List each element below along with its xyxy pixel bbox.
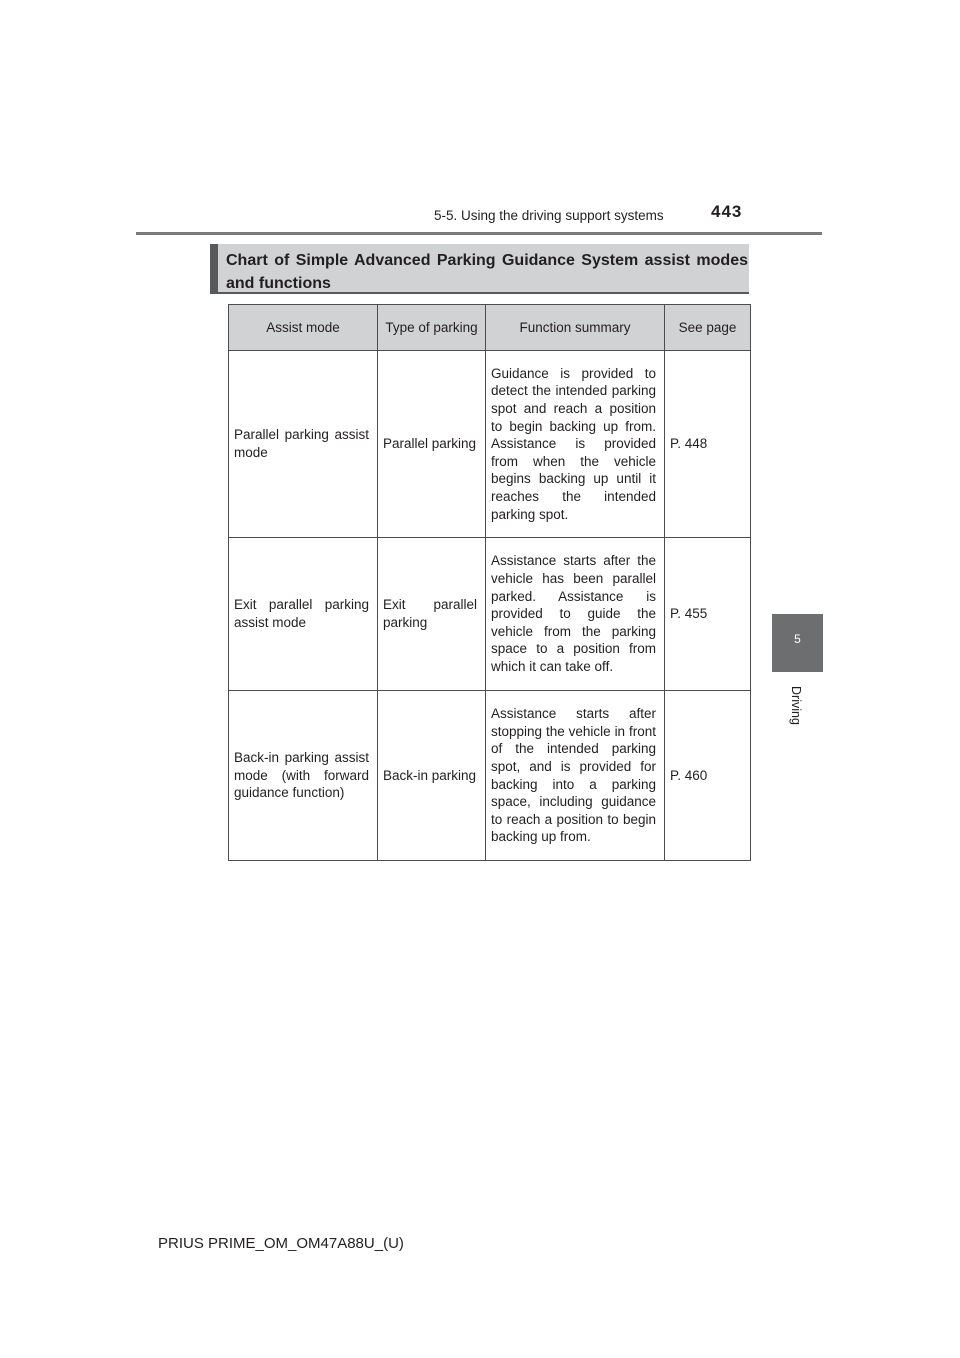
function-summary-cell: Assistance starts after stopping the vehicle in front of the intended parking spot, and is provided for backing into a parking space, including guidance to reach a position to begin backing up from. xyxy=(486,691,665,861)
chapter-tab-label-text: Driving xyxy=(789,686,803,725)
header-divider xyxy=(136,232,822,235)
column-header-see-page: See page xyxy=(665,305,751,351)
parking-type-cell: Back-in parking xyxy=(378,691,486,861)
column-header-assist-mode: Assist mode xyxy=(229,305,378,351)
assist-mode-cell: Back-in parking assist mode (with forward guidance function) xyxy=(229,691,378,861)
page-number: 443 xyxy=(711,202,743,221)
column-header-type-of-parking: Type of parking xyxy=(378,305,486,351)
assist-mode-cell: Exit parallel parking assist mode xyxy=(229,538,378,691)
assist-mode-cell: Parallel parking assist mode xyxy=(229,351,378,538)
table-row xyxy=(229,691,751,861)
table-header-row xyxy=(229,305,751,351)
see-page-cell: P. 460 xyxy=(665,691,751,861)
chapter-tab-label xyxy=(777,684,817,764)
see-page-cell: P. 455 xyxy=(665,538,751,691)
section-title-box xyxy=(210,244,749,294)
parking-type-cell: Parallel parking xyxy=(378,351,486,538)
table-row xyxy=(229,351,751,538)
chapter-tab xyxy=(772,614,823,672)
running-header-section: 5-5. Using the driving support systems xyxy=(434,208,664,223)
table-row xyxy=(229,538,751,691)
assist-modes-table xyxy=(228,304,751,861)
function-summary-cell: Assistance starts after the vehicle has been parallel parked. Assistance is provided to guide the vehicle from the parking space to a position from which it can take off. xyxy=(486,538,665,691)
document-footer: PRIUS PRIME_OM_OM47A88U_(U) xyxy=(158,1235,404,1252)
column-header-function-summary: Function summary xyxy=(486,305,665,351)
section-title: Chart of Simple Advanced Parking Guidance System assist modes and functions xyxy=(226,252,748,292)
parking-type-cell: Exit parallel parking xyxy=(378,538,486,691)
see-page-cell: P. 448 xyxy=(665,351,751,538)
chapter-tab-number: 5 xyxy=(794,632,801,646)
function-summary-cell: Guidance is provided to detect the intended parking spot and reach a position to begin backing up from. Assistance is provided from when the vehicle begins backing up until it reaches the intended parking spot. xyxy=(486,351,665,538)
